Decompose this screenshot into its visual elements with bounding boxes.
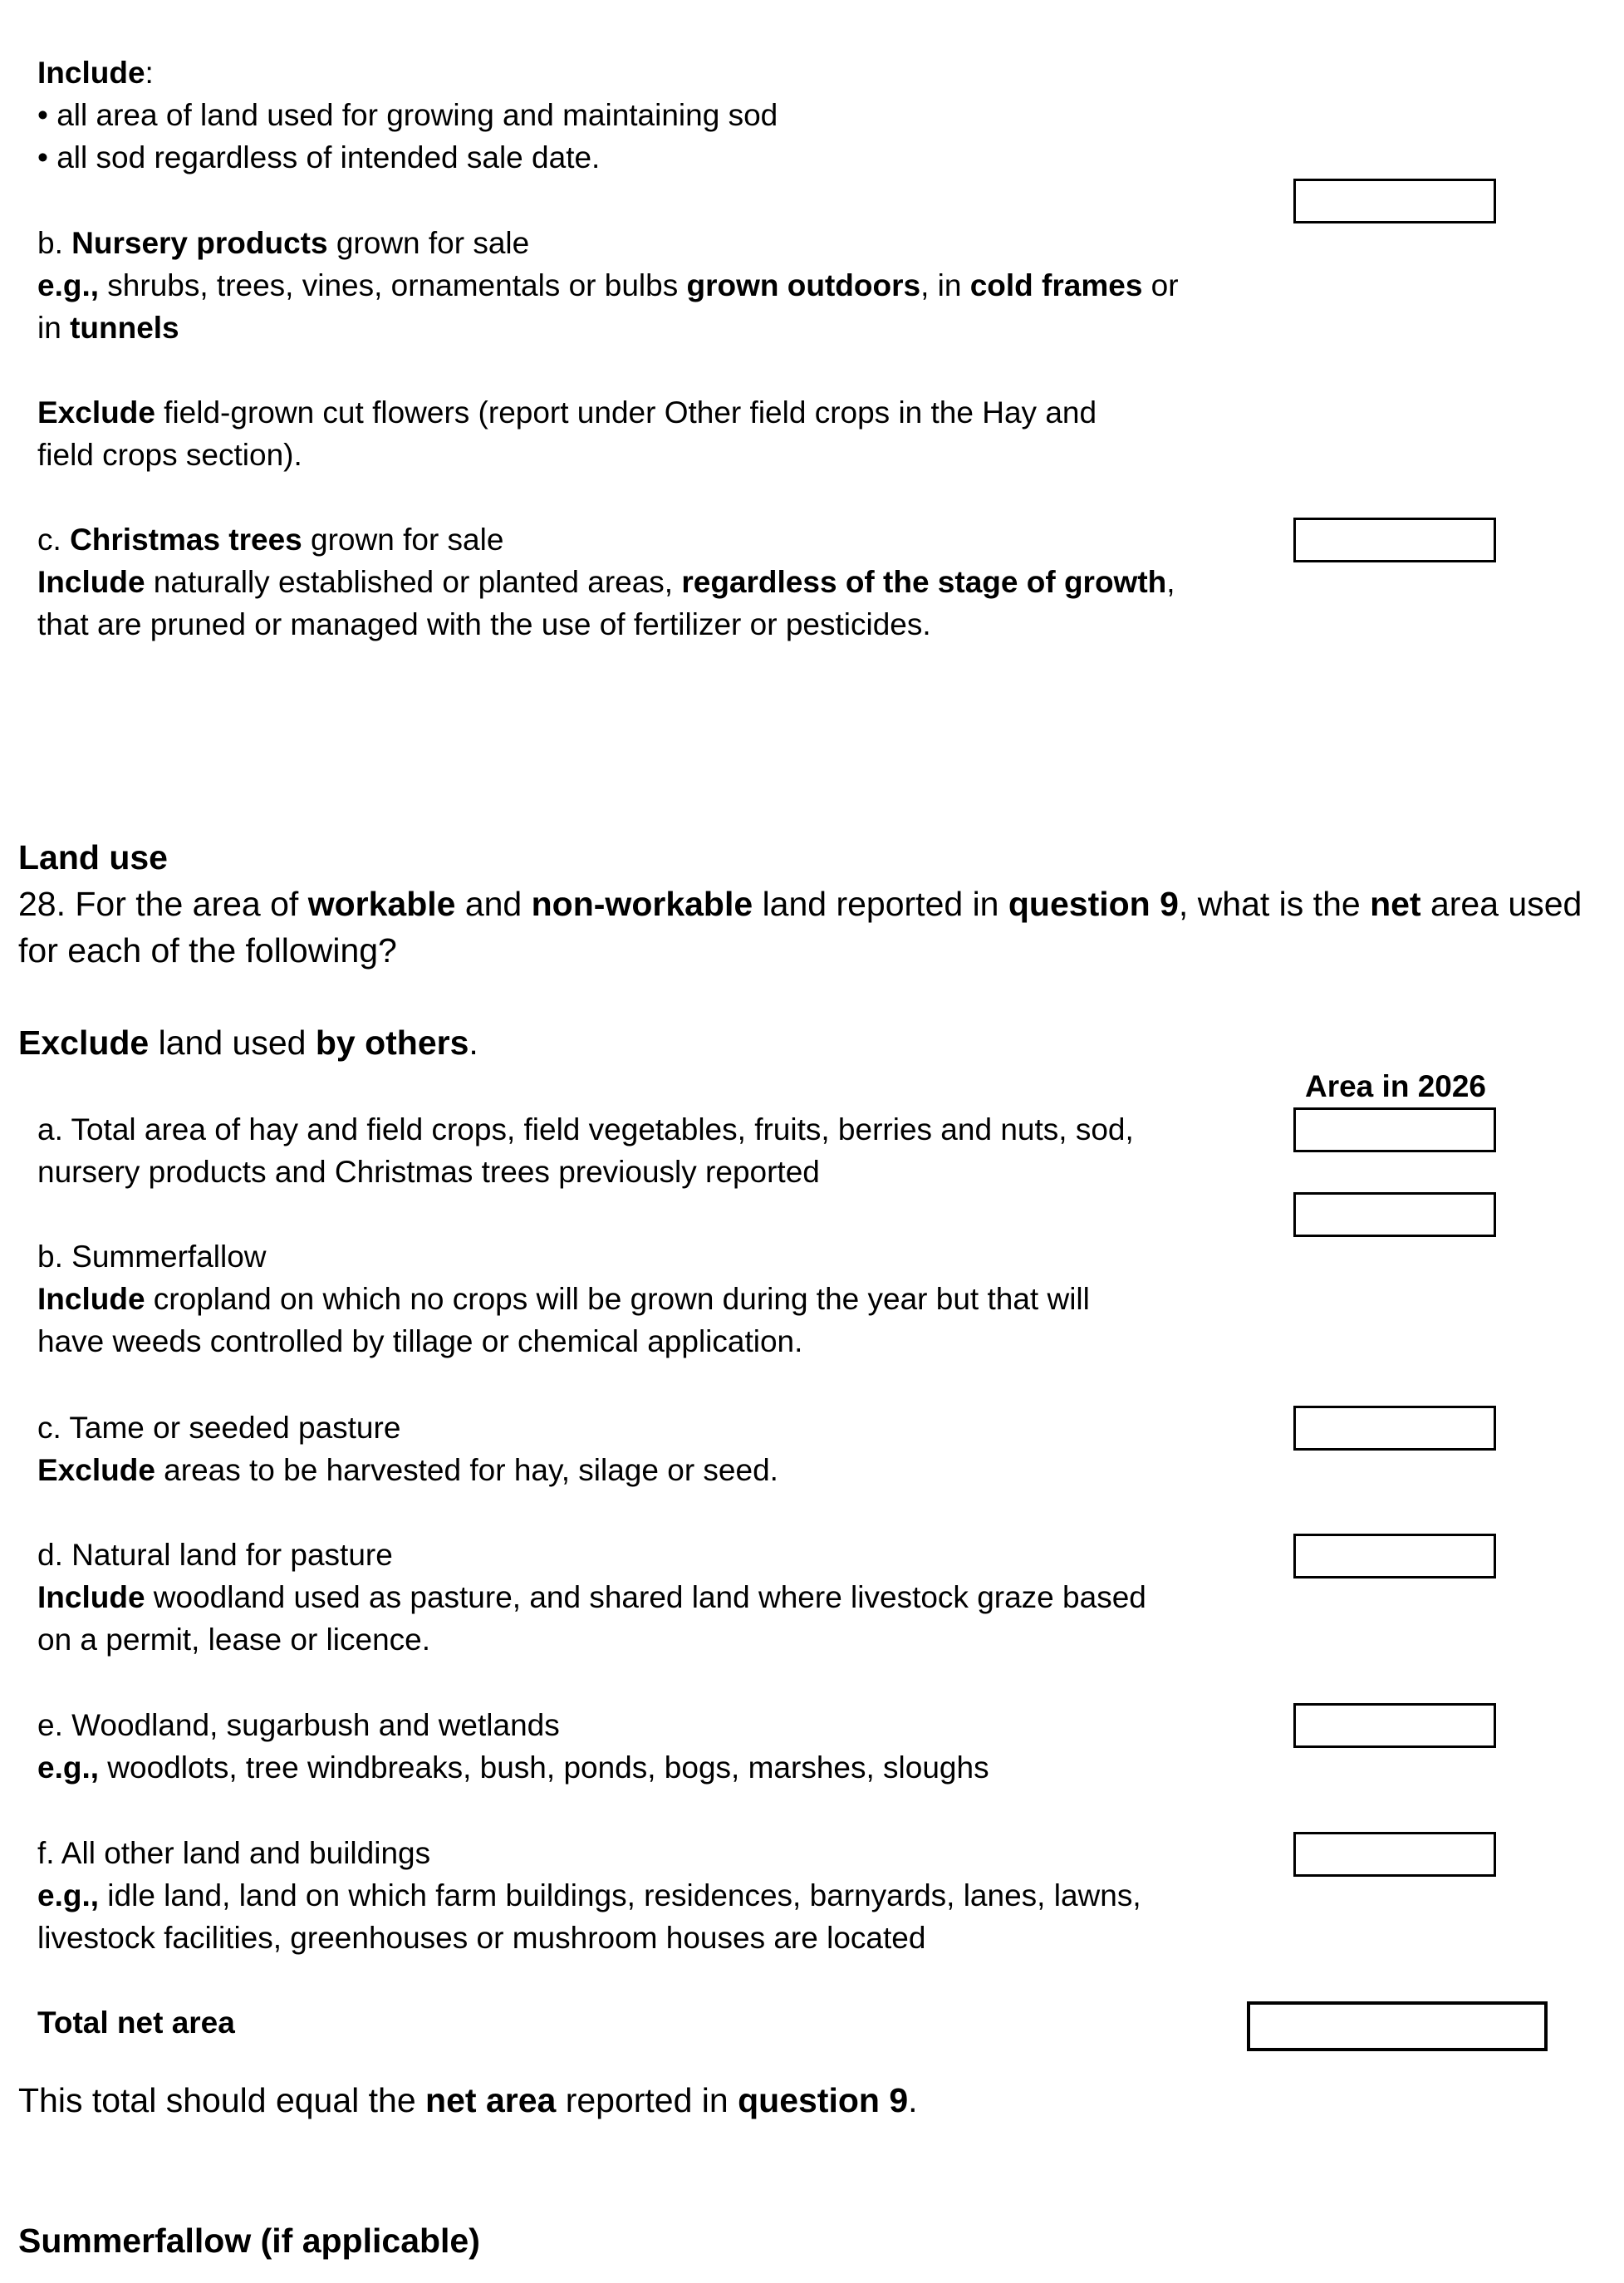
nursery-block: b. Nursery products grown for sale e.g., shrubs, trees, vines, ornamentals or bulbs grown outdoors, in cold frames or in tunnels Exclude field-grown cut flowers (report under Other field crops in the Hay and field crops section).: [37, 226, 1179, 472]
christmas-area-input[interactable]: [1293, 518, 1496, 562]
land-use-heading: Land use: [18, 838, 168, 876]
item-c-input[interactable]: [1293, 1406, 1496, 1451]
nursery-title: Nursery products: [71, 226, 328, 260]
question-28: 28. For the area of workable and non-workable land reported in question 9, what is the net area used for each of the following?: [18, 885, 1582, 970]
total-net-area-input[interactable]: [1247, 2001, 1548, 2051]
item-b-input[interactable]: [1293, 1192, 1496, 1237]
sod-area-input[interactable]: [1293, 179, 1496, 223]
christmas-title: Christmas trees: [70, 523, 302, 557]
item-d-input[interactable]: [1293, 1534, 1496, 1578]
christmas-block: c. Christmas trees grown for sale Include naturally established or planted areas, regardless of the stage of growth, that are pruned or managed with the use of fertilizer or pesticides.: [37, 523, 1175, 641]
bullet-item: • all sod regardless of intended sale date.: [37, 140, 601, 174]
bullet-item: • all area of land used for growing and maintaining sod: [37, 98, 778, 132]
include-label: Include: [37, 565, 145, 599]
item-f: f. All other land and buildings e.g., idle land, land on which farm buildings, residences, barnyards, lanes, lawns, livestock facilities, greenhouses or mushroom houses are located: [37, 1836, 1141, 1955]
total-note: This total should equal the net area reported in question 9.: [18, 2081, 918, 2119]
item-f-input[interactable]: [1293, 1832, 1496, 1877]
sod-include-block: [37, 52, 1242, 179]
exclude-label: Exclude: [37, 395, 155, 430]
column-header-area-2026: Area in 2026: [1304, 1069, 1487, 1103]
exclude-instruction: Exclude land used by others.: [18, 1024, 478, 1062]
colon: :: [145, 56, 154, 90]
total-net-area-label: Total net area: [37, 2006, 235, 2040]
include-label: Include: [37, 56, 145, 90]
summerfallow-heading: Summerfallow (if applicable): [18, 2222, 480, 2260]
item-c: c. Tame or seeded pasture Exclude areas to be harvested for hay, silage or seed.: [37, 1411, 778, 1487]
item-e-input[interactable]: [1293, 1703, 1496, 1748]
item-b: b. Summerfallow Include cropland on which no crops will be grown during the year but that will have weeds controlled by tillage or chemical application.: [37, 1240, 1090, 1358]
item-d: d. Natural land for pasture Include woodland used as pasture, and shared land where livestock graze based on a permit, lease or licence.: [37, 1538, 1146, 1657]
item-a-input[interactable]: [1293, 1107, 1496, 1152]
item-e: e. Woodland, sugarbush and wetlands e.g., woodlots, tree windbreaks, bush, ponds, bogs, marshes, sloughs: [37, 1708, 989, 1785]
item-a: a. Total area of hay and field crops, field vegetables, fruits, berries and nuts, sod, nursery products and Christmas trees previously reported: [37, 1112, 1134, 1189]
